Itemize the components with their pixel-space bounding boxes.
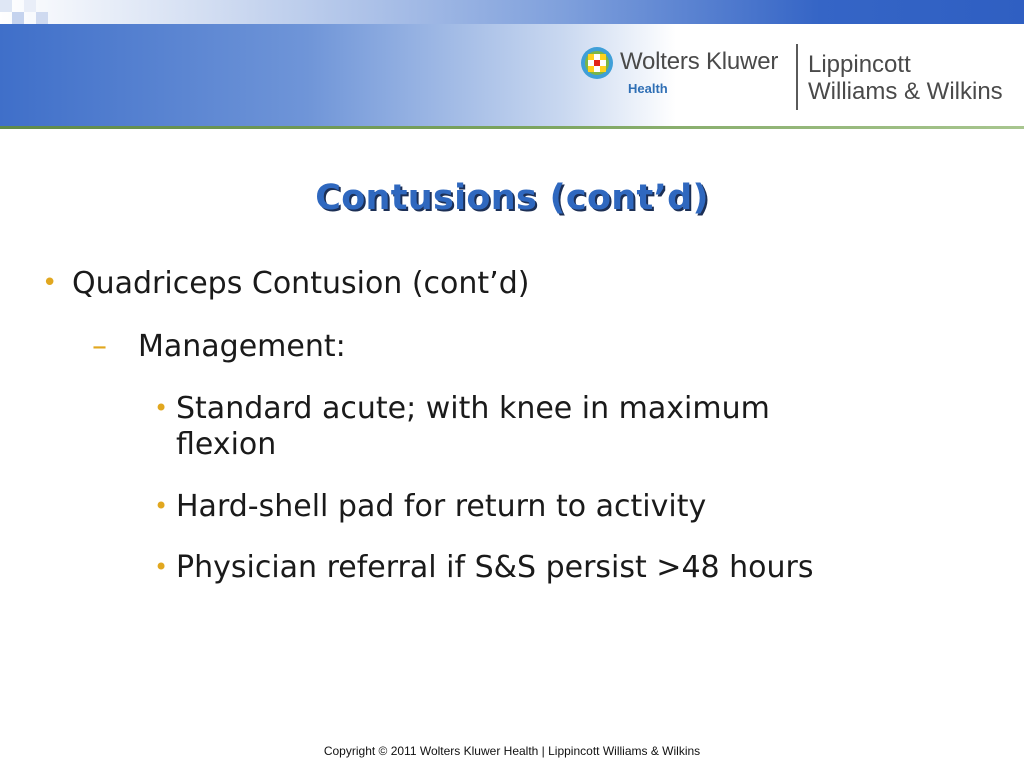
bullet-marker: • bbox=[42, 268, 58, 298]
logo-brand-subtitle: Health bbox=[628, 81, 668, 96]
dash-marker: – bbox=[92, 329, 107, 364]
bullet-marker: • bbox=[154, 492, 169, 520]
slide-title: Contusions (cont’d) bbox=[315, 178, 709, 218]
bullet-level3-item bbox=[176, 391, 770, 463]
bullet-level3-item bbox=[176, 489, 706, 525]
copyright-footer: Copyright © 2011 Wolters Kluwer Health | Lippincott Williams & Wilkins bbox=[323, 744, 701, 758]
bullet-level3-line: Physician referral if S&S persist >48 hours bbox=[176, 550, 814, 585]
bullet-marker: • bbox=[154, 394, 169, 422]
bullet-level3-line: flexion bbox=[176, 427, 277, 462]
bullet-level3-item bbox=[176, 550, 814, 586]
logo-partner-line1: Lippincott bbox=[808, 51, 911, 78]
bullet-marker: • bbox=[154, 553, 169, 581]
bullet-level1-text: Quadriceps Contusion (cont’d) bbox=[72, 266, 530, 301]
logo-partner-line2: Williams & Wilkins bbox=[808, 78, 1003, 105]
logo-brand-name: Wolters Kluwer bbox=[620, 48, 779, 75]
bullet-level3-line: Standard acute; with knee in maximum bbox=[176, 391, 770, 426]
bullet-level3-line: Hard-shell pad for return to activity bbox=[176, 489, 707, 524]
bullet-level2-text: Management: bbox=[138, 329, 346, 364]
